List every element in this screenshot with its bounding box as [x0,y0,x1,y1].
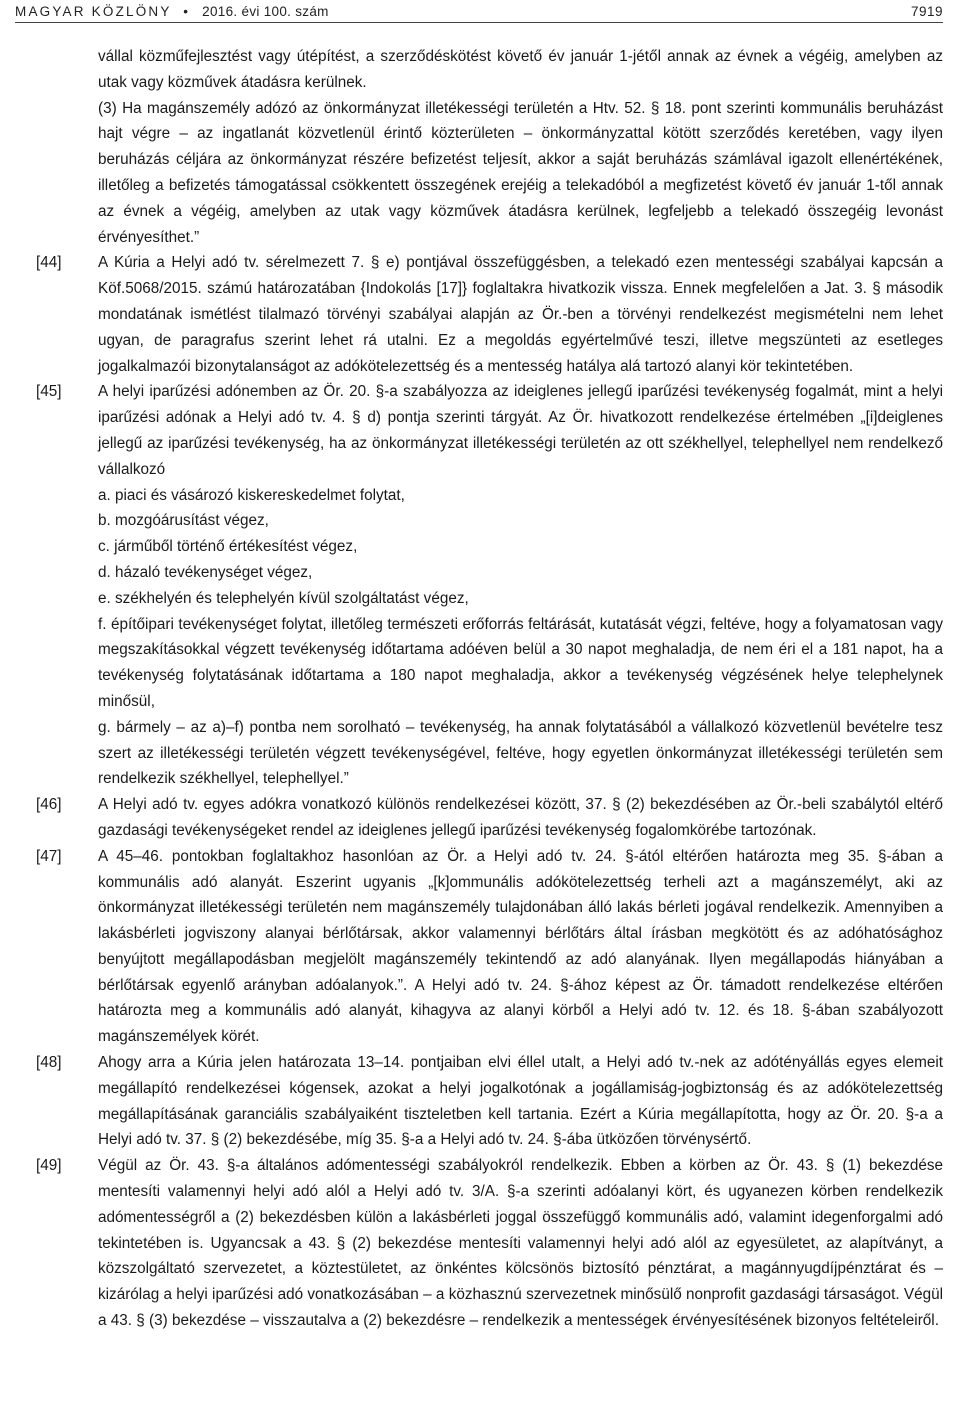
paragraph-text: Végül az Ör. 43. §-a általános adómentességi szabályokról rendelkezik. Ebben a körben az Ör. 43. § (1) bekezdése mentesíti valamennyi helyi adó alól a Helyi adó tv. 3/A. §-a szerinti adóalanyi kört, és ugyanezen körben rendelkezik adómentességről a (2) bekezdésben külön a lakásbérleti joggal összefüggő kommunális adó, valamint idegenforgalmi adó tekintetében is. Ugyancsak a 43. § (2) bekezdése mentesíti valamennyi helyi adó alól az egyesületet, az alapítványt, a közszolgáltató szervezetet, a köztestületet, az önkéntes kölcsönös biztosító pénztárat, a magánnyugdíjpénztárat és – kizárólag a helyi iparűzési adó vonatkozásában – a közhasznú szervezetnek minősülő nonprofit gazdasági társaságot. Végül a 43. § (3) bekezdése – visszautalva a (2) bekezdésre – rendelkezik a mentességek érvényesítésének bizonyos feltételeiről. [98,1157,943,1330]
paragraph-number: [47] [36,847,62,865]
intro-continuation: vállal közműfejlesztést vagy útépítést, a szerződéskötést követő év január 1-jétől annak az évnek a végéig, amelyben az utak vagy közművek átadásra kerülnek. [98,48,943,91]
document-body [36,44,943,1334]
paragraph-number: [46] [36,796,62,814]
publication-title: MAGYAR KÖZLÖNY [15,3,172,19]
paragraph-text: Ahogy arra a Kúria jelen határozata 13–14. pontjaiban elvi éllel utalt, a Helyi adó tv.-nek az adótényállás egyes elemeit megállapító rendelkezései kógensek, azokat a helyi jogalkotónak a jogállamiság-jogbiztonság és az adókötelezettség megállapításának garanciális szabályaiként tiszteletben kell tartania. Ezért a Kúria megállapította, hogy az Ör. 20. §-a a Helyi adó tv. 37. § (2) bekezdésébe, míg 35. §-a a Helyi adó tv. 24. §-ába ütközően törvénysértő. [98,1054,943,1149]
paragraph-text: A helyi iparűzési adónemben az Ör. 20. §-a szabályozza az ideiglenes jellegű iparűzési tevékenység fogalmát, mint a helyi iparűzési adónak a Helyi adó tv. 4. § d) pontja szerinti tárgyát. Az Ör. hivatkozott rendelkezése értelmében „[i]deiglenes jellegű az iparűzési tevékenység, ha az önkormányzat illetékességi területén az ott székhellyel, telephellyel nem rendelkező vállalkozó [98,383,943,478]
paragraph-44 [36,250,943,379]
list-item: g. bármely – az a)–f) pontba nem sorolható – tevékenység, ha annak folytatásából a vállalkozó közvetlenül bevételre tesz szert az illetékességi területén végzett tevékenységével, feltéve, hogy egyetlen önkormányzat illetékességi területén sem rendelkezik székhellyel, telephellyel.” [98,718,943,788]
paragraph-number: [48] [36,1054,62,1072]
header-rule [15,22,943,23]
intro-subsection-3: (3) Ha magánszemély adózó az önkormányzat illetékességi területén a Htv. 52. § 18. pont szerinti kommunális beruházást hajt végre – az ingatlanát közvetlenül érintő közterületen – önkormányzattal kötött szerződés keretében, vagy ilyen beruházás céljára az önkormányzat részére befizetést teljesít, akkor a saját beruházás számlával igazolt ellenértékének, illetőleg a befizetés támogatással csökkentett összegének erejéig a telekadóból a megfizetést követő év január 1-től annak az évnek a végéig, amelyben az utak vagy közművek átadásra kerülnek, legfeljebb a telekadó összegéig levonást érvényesíthet.” [98,99,943,246]
paragraph-number: [49] [36,1157,62,1175]
list-item: c. járműből történő értékesítést végez, [98,538,358,556]
paragraph-text: A Kúria a Helyi adó tv. sérelmezett 7. § e) pontjával összefüggésben, a telekadó ezen mentességi szabályai kapcsán a Köf.5068/2015. számú határozatában {Indokolás [17]} foglaltakra hivatkozik vissza. Ennek megfelelően a Jat. 3. § második mondatának ismétlést tilalmazó törvényi szabályai alapján az Ör.-ben a törvényi rendelkezést megismételni nem lehet ugyan, de paragrafus szerint lehet rá utalni. Ez a megoldás egyértelművé teszi, illetve megszünteti az esetleges jogalkalmazói bizonytalanságot az adókötelezettség és a mentesség hatálya alá tartozó alanyi kör tekintetében. [98,254,943,375]
list-item: a. piaci és vásározó kiskereskedelmet folytat, [98,486,405,504]
list-item: f. építőipari tevékenységet folytat, illetőleg természeti erőforrás feltárását, kutatását végzi, feltéve, hogy a folyamatosan vagy megszakításokkal végzett tevékenység időtartama adóéven belül a 30 napot meghaladja, de nem éri el a 181 napot, ha a tevékenység folytatásának időtartama a 180 napot meghaladja, akkor a tevékenység végzésének helye telephelynek minősül, [98,615,943,710]
paragraph-49 [36,1153,943,1334]
header-separator: • [183,3,191,19]
header-left [15,4,329,19]
list-item: e. székhelyén és telephelyén kívül szolgáltatást végez, [98,589,469,607]
list-item: d. házaló tevékenységet végez, [98,563,313,581]
paragraph-48 [36,1050,943,1153]
paragraph-number: [45] [36,383,62,401]
paragraph-47 [36,844,943,1050]
paragraph-45 [36,379,943,792]
list-item: b. mozgóárusítást végez, [98,512,269,530]
paragraph-number: [44] [36,254,62,272]
paragraph-46 [36,792,943,844]
paragraph-text: A 45–46. pontokban foglaltakhoz hasonlóan az Ör. a Helyi adó tv. 24. §-ától eltérően határozta meg 35. §-ában a kommunális adó alanyát. Eszerint ugyanis „[k]ommunális adókötelezettség terheli azt a magánszemélyt, aki az önkormányzat illetékességi területén nem magánszemély tulajdonában álló lakás bérleti jogával rendelkezik. Amennyiben a lakásbérleti jogviszony alanyai bérlőtársak, akkor valamennyi bérlőtárs által írásban megkötött és az adóhatósághoz benyújtott megállapodásban megjelölt magánszemély tekintendő az adó alanyának. Ilyen megállapodás hiányában a bérlőtársak egyenlő arányban adóalanyok.”. A Helyi adó tv. 24. §-ához képest az Ör. támadott rendelkezése eltérően határozta meg a kommunális adó alanyát, kihagyva az alanyi körből a Helyi adó tv. 12. és 18. §-ában szabályozott magánszemélyek körét. [98,847,943,1046]
issue-label: 2016. évi 100. szám [202,3,329,19]
page-number: 7919 [910,3,943,19]
paragraph-text: A Helyi adó tv. egyes adókra vonatkozó különös rendelkezései között, 37. § (2) bekezdésében az Ör.-beli szabálytól eltérő gazdasági tevékenységeket rendel az ideiglenes jellegű iparűzési tevékenység fogalomkörébe tartozónak. [98,796,943,839]
page-header [15,0,943,22]
